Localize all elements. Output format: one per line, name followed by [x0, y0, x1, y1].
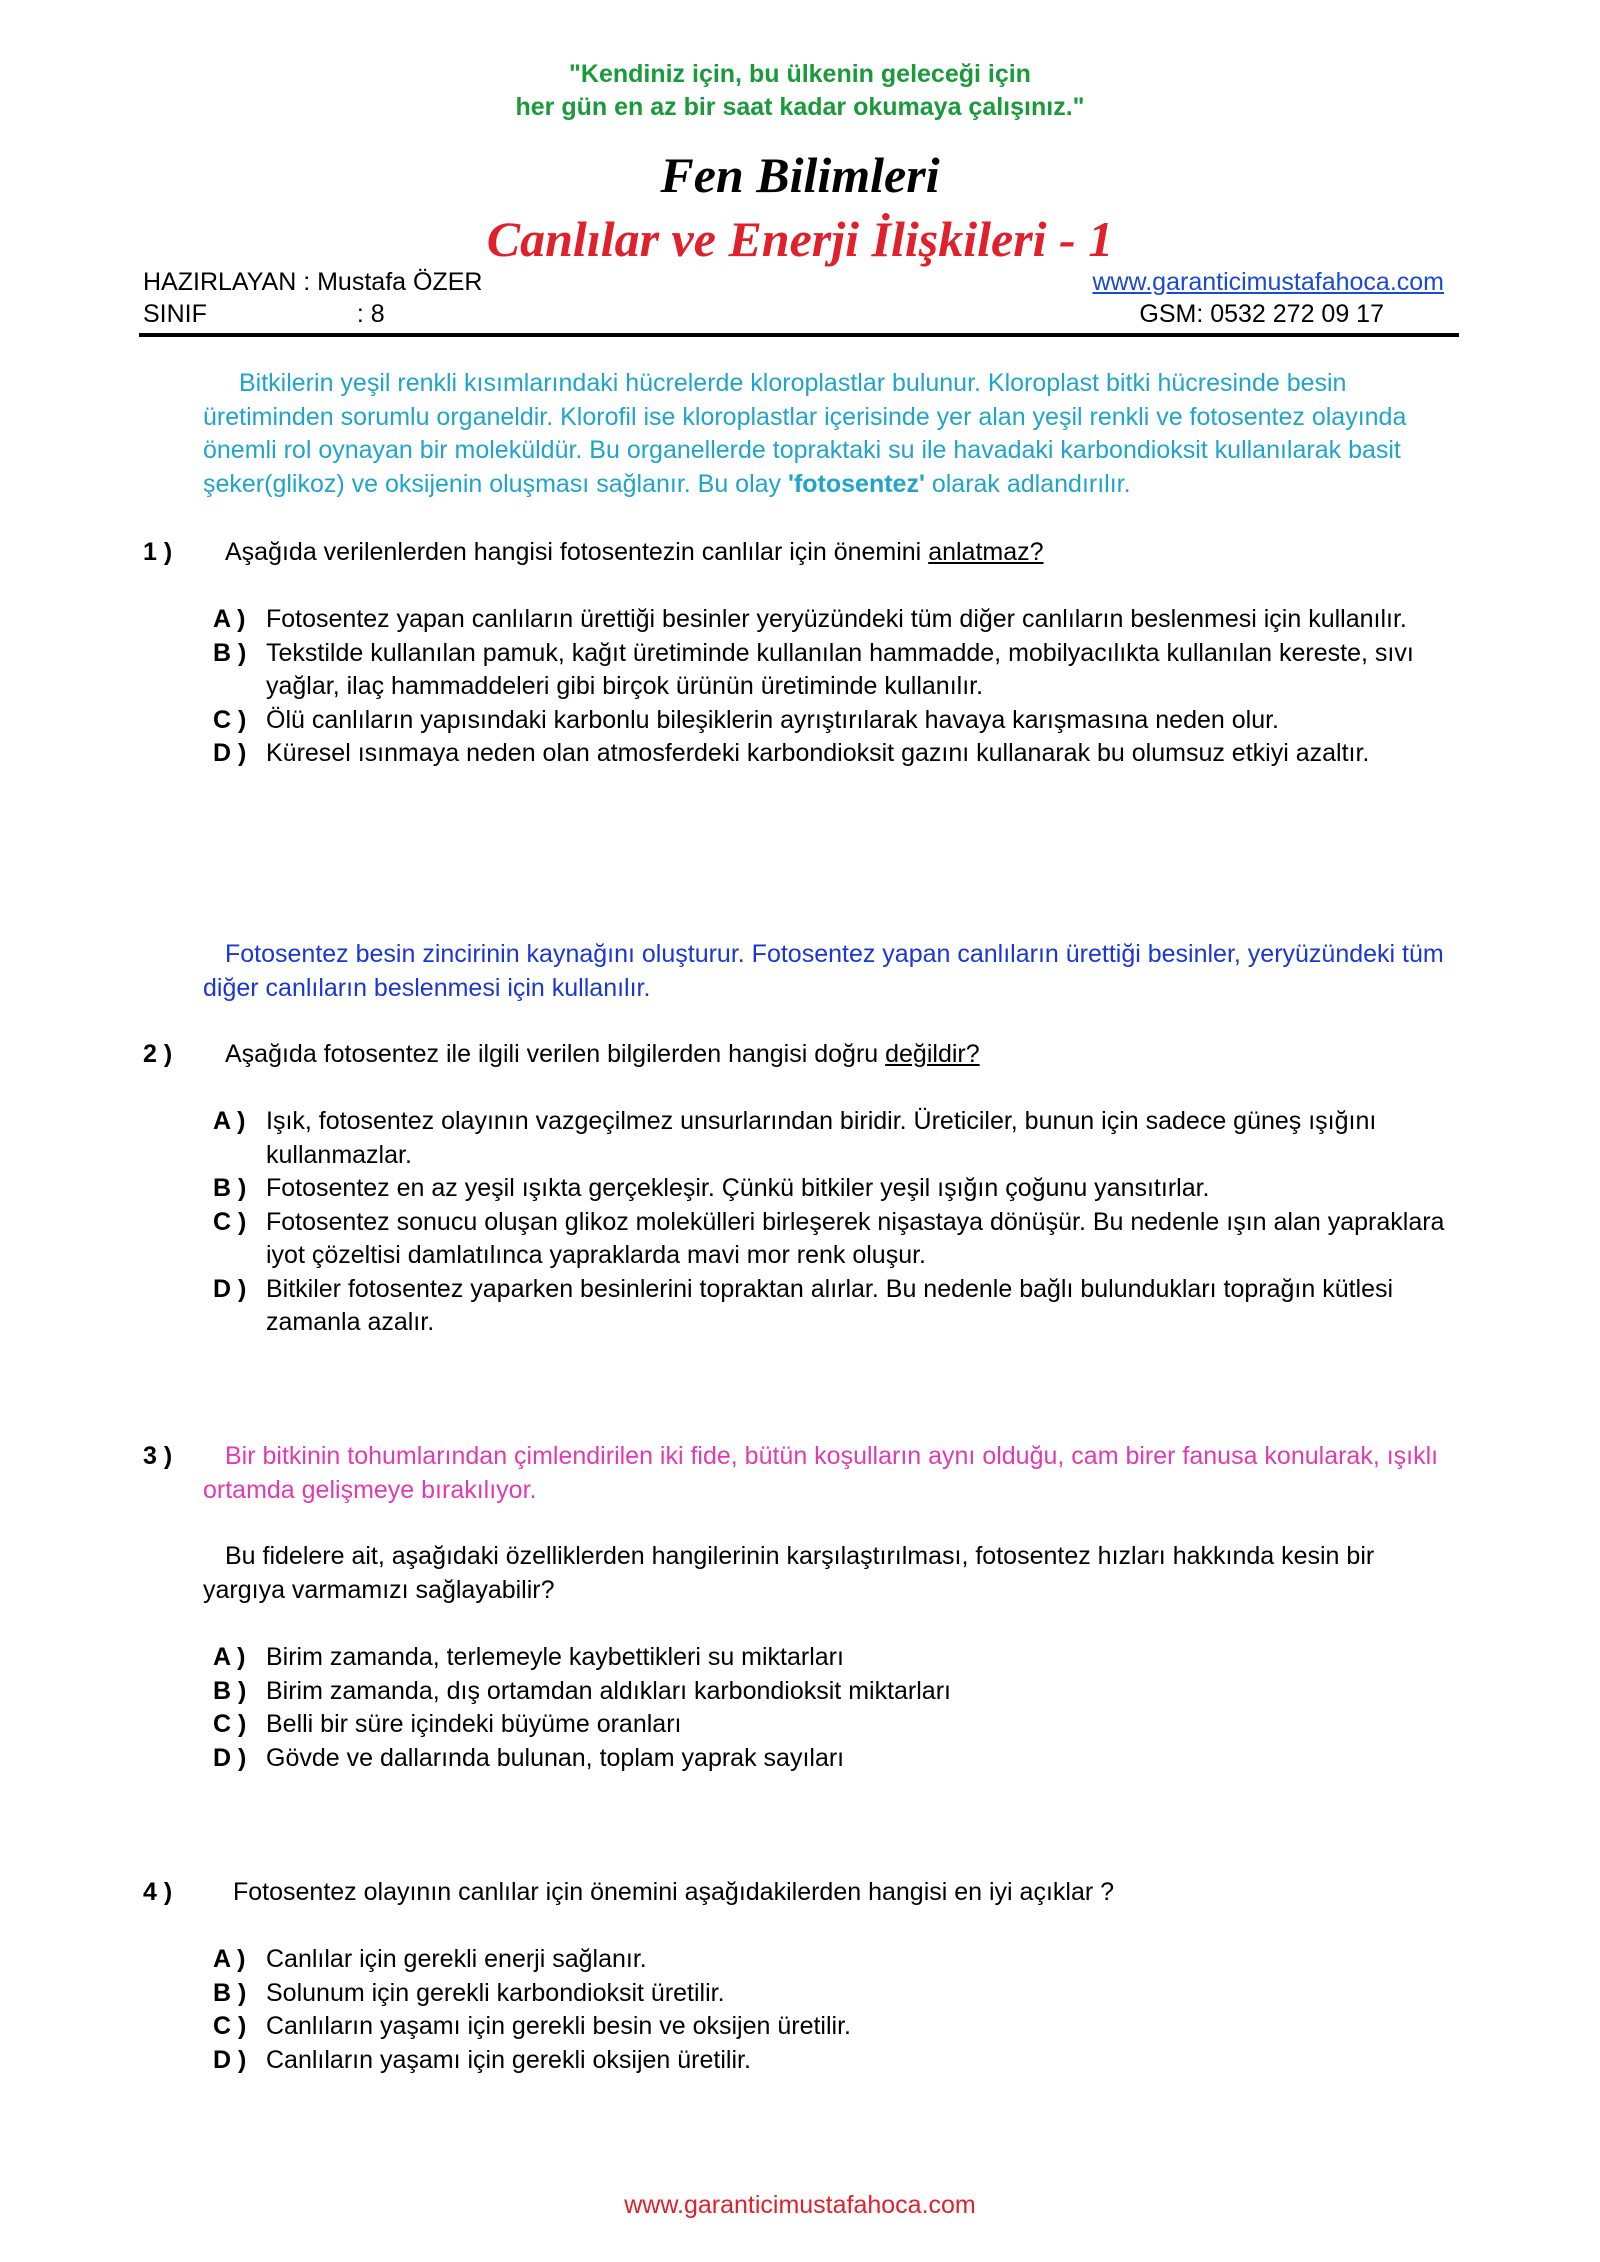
- option-label: B ): [213, 638, 247, 667]
- option-text: Küresel ısınmaya neden olan atmosferdeki karbondioksit gazını kullanarak bu olumsuz etkiyi azaltır.: [266, 739, 1370, 767]
- option-label: B ): [213, 1978, 247, 2007]
- header-divider: [139, 333, 1459, 337]
- question-2-options: [213, 1105, 1463, 1340]
- question-4-options: [213, 1943, 1463, 2077]
- question-3-options: [213, 1641, 1463, 1775]
- option-label: A ): [213, 605, 246, 633]
- question-text: Fotosentez olayının canlılar için önemini aşağıdakilerden hangisi en iyi açıklar ?: [233, 1878, 1115, 1906]
- option-text: Canlıların yaşamı için gerekli besin ve oksijen üretilir.: [266, 2012, 851, 2040]
- author-line: HAZIRLAYAN : Mustafa ÖZER: [143, 268, 483, 296]
- intro-text-end: olarak adlandırılır.: [924, 469, 1131, 498]
- motto-line-2: her gün en az bir saat kadar okumaya çalışınız.": [515, 93, 1085, 121]
- option-text: Işık, fotosentez olayının vazgeçilmez unsurlarından biridir. Üreticiler, bunun için sadece güneş ışığını kullanmazlar.: [266, 1107, 1377, 1169]
- option-text: Birim zamanda, terlemeyle kaybettikleri su miktarları: [266, 1643, 844, 1671]
- option-c[interactable]: [213, 704, 1463, 738]
- class-line: [143, 299, 385, 329]
- option-label: C ): [213, 705, 247, 734]
- option-text: Fotosentez yapan canlıların ürettiği besinler yeryüzündeki tüm diğer canlıların beslenmesi için kullanılır.: [266, 605, 1407, 633]
- intro-keyword: 'fotosentez': [788, 469, 925, 498]
- phone-number: GSM: 0532 272 09 17: [1139, 300, 1384, 328]
- question-text: Aşağıda fotosentez ile ilgili verilen bilgilerden hangisi doğru: [225, 1040, 886, 1068]
- info-note-text: Fotosentez besin zincirinin kaynağını oluşturur. Fotosentez yapan canlıların ürettiği besinler, yeryüzündeki tüm diğer canlıların beslenmesi için kullanılır.: [203, 940, 1444, 1002]
- option-c[interactable]: [213, 1708, 1463, 1742]
- question-text: Bu fidelere ait, aşağıdaki özelliklerden hangilerinin karşılaştırılması, fotosentez hızları hakkında kesin bir yargıya varmamızı sağlayabilir?: [203, 1542, 1375, 1604]
- option-label: C ): [213, 2012, 247, 2040]
- question-setup-text: Bir bitkinin tohumlarından çimlendirilen iki fide, bütün koşulların aynı olduğu, cam birer fanusa konularak, ışıklı ortamda gelişmeye bırakılıyor.: [203, 1442, 1439, 1504]
- option-text: Solunum için gerekli karbondioksit üretilir.: [266, 1978, 725, 2007]
- option-text: Bitkiler fotosentez yaparken besinlerini topraktan alırlar. Bu nedenle bağlı bulundukları toprağın kütlesi zamanla azalır.: [266, 1274, 1394, 1336]
- intro-paragraph: [203, 367, 1463, 501]
- intro-text: Bitkilerin yeşil renkli kısımlarındaki hücrelerde kloroplastlar bulunur. Kloroplast bitki hücresinde besin üretiminden sorumlu organeldir. Klorofil ise kloroplastlar içerisinde yer alan yeşil renkli ve fotosentez olayında önemli rol oynayan bir moleküldür. Bu organellerde topraktaki su ile havadaki karbondioksit kullanılarak basit şeker(glikoz) ve oksijenin oluşması sağlanır. Bu olay: [203, 369, 1407, 498]
- option-label: A ): [213, 1643, 246, 1671]
- option-c[interactable]: [213, 1206, 1463, 1273]
- option-b[interactable]: [213, 1172, 1463, 1206]
- question-emphasis: anlatmaz?: [928, 538, 1044, 566]
- page-title: Fen Bilimleri: [660, 147, 940, 203]
- website-link[interactable]: www.garanticimustafahoca.com: [1092, 268, 1444, 296]
- motto-line-1: "Kendiniz için, bu ülkenin geleceği için: [569, 60, 1031, 88]
- question-3-setup: [203, 1440, 1463, 1507]
- question-1-stem: [143, 536, 1463, 570]
- question-text: Aşağıda verilenlerden hangisi fotosentezin canlılar için önemini: [225, 538, 929, 566]
- option-a[interactable]: [213, 1641, 1463, 1675]
- option-label: D ): [213, 1274, 247, 1303]
- class-label: SINIF: [143, 300, 207, 328]
- option-label: D ): [213, 739, 247, 767]
- option-text: Birim zamanda, dış ortamdan aldıkları karbondioksit miktarları: [266, 1676, 951, 1705]
- option-text: Belli bir süre içindeki büyüme oranları: [266, 1710, 682, 1738]
- option-label: C ): [213, 1207, 247, 1236]
- option-d[interactable]: [213, 2044, 1463, 2078]
- option-c[interactable]: [213, 2010, 1463, 2044]
- question-1-options: [213, 603, 1463, 771]
- option-a[interactable]: [213, 1943, 1463, 1977]
- option-label: B ): [213, 1676, 247, 1705]
- option-label: A ): [213, 1945, 246, 1973]
- info-note: [203, 938, 1463, 1005]
- question-number: 2 ): [143, 1040, 173, 1068]
- option-label: D ): [213, 2045, 247, 2074]
- footer-website[interactable]: www.garanticimustafahoca.com: [624, 2191, 976, 2219]
- option-text: Canlıların yaşamı için gerekli oksijen üretilir.: [266, 2045, 751, 2074]
- option-label: C ): [213, 1710, 247, 1738]
- page-subtitle: Canlılar ve Enerji İlişkileri - 1: [486, 211, 1114, 267]
- option-a[interactable]: [213, 1105, 1463, 1172]
- motto-quote: [0, 58, 1600, 124]
- question-number: 4 ): [143, 1878, 173, 1906]
- option-label: B ): [213, 1174, 247, 1202]
- option-a[interactable]: [213, 603, 1463, 637]
- question-3-stem: [203, 1540, 1463, 1607]
- option-b[interactable]: [213, 637, 1463, 704]
- option-text: Gövde ve dallarında bulunan, toplam yaprak sayıları: [266, 1743, 845, 1772]
- option-label: A ): [213, 1107, 246, 1135]
- question-2-stem: [143, 1038, 1463, 1072]
- option-d[interactable]: [213, 1742, 1463, 1776]
- question-number: 3 ): [143, 1442, 173, 1470]
- option-text: Fotosentez sonucu oluşan glikoz molekülleri birleşerek nişastaya dönüşür. Bu nedenle ışın alan yapraklara iyot çözeltisi damlatılınca yapraklarda mavi mor renk oluşur.: [266, 1207, 1445, 1269]
- option-d[interactable]: [213, 1273, 1463, 1340]
- option-text: Fotosentez en az yeşil ışıkta gerçekleşir. Çünkü bitkiler yeşil ışığın çoğunu yansıtırlar.: [266, 1174, 1210, 1202]
- option-b[interactable]: [213, 1977, 1463, 2011]
- option-text: Canlılar için gerekli enerji sağlanır.: [266, 1945, 647, 1973]
- question-number: 1 ): [143, 538, 173, 566]
- class-value: : 8: [356, 300, 385, 328]
- option-text: Tekstilde kullanılan pamuk, kağıt üretiminde kullanılan hammadde, mobilyacılıkta kullanılan kereste, sıvı yağlar, ilaç hammaddeleri gibi birçok ürünün üretiminde kullanılır.: [266, 638, 1414, 700]
- question-emphasis: değildir?: [885, 1040, 980, 1068]
- question-4-stem: [143, 1876, 1463, 1910]
- option-b[interactable]: [213, 1675, 1463, 1709]
- option-label: D ): [213, 1743, 247, 1772]
- option-d[interactable]: [213, 737, 1463, 771]
- option-text: Ölü canlıların yapısındaki karbonlu bileşiklerin ayrıştırılarak havaya karışmasına neden olur.: [266, 705, 1280, 734]
